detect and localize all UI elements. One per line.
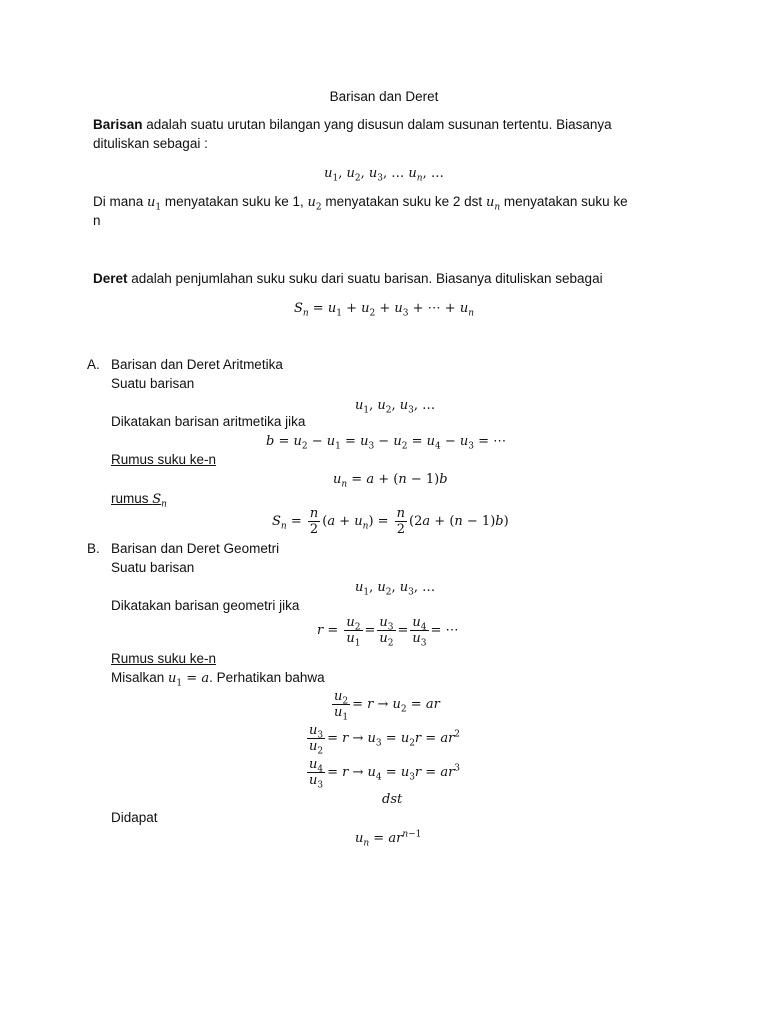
math-un: $u_n$ <box>485 195 501 213</box>
fraction-u2-u1: $\frac{u_2}{u_1}$ <box>334 689 349 723</box>
section-b-rumus-suku: Rumus suku ke-n <box>111 651 217 666</box>
section-a-rumus-suku: Rumus suku ke-n <box>111 452 217 467</box>
barisan-definition-line2: dituliskan sebagai : <box>93 136 208 151</box>
equation-a-un: $u_n = a + (n - 1)b$ <box>333 472 448 490</box>
fraction-u4-u3: $\frac{u_4}{u_3}$ <box>412 615 427 649</box>
section-a-marker: A. <box>87 357 100 372</box>
fraction-n-over-2: $\frac{n}{2}$ <box>396 506 406 537</box>
page-title: Barisan dan Deret <box>329 89 439 104</box>
section-a-rumus-sn <box>111 490 167 509</box>
deret-definition-text: adalah penjumlahan suku suku dari suatu barisan. Biasanya dituliskan sebagai <box>127 271 603 286</box>
dimana-explanation-line2: n <box>93 213 101 228</box>
equation-sequence: $u_1$, $u_2$, $u_3$, … $u_n$, … <box>324 166 444 184</box>
equation-u2: $\frac{u_2}{u_1}$ = $r \to u_2$ = ar <box>334 689 440 723</box>
fraction-n-over-2: $\frac{n}{2}$ <box>309 506 319 537</box>
dimana-text-3: menyatakan suku ke 2 dst <box>321 194 486 209</box>
math-dst: dst <box>382 792 403 807</box>
section-b-dikatakan: Dikatakan barisan geometri jika <box>111 598 300 613</box>
equation-a-sn: $S_n$ = $\frac{n}{2}$ $(a + u_n)$ = $\frac{n}{2}$ (2a + (n − 1)b) <box>272 506 509 537</box>
equation-b-un: $u_n = ar^{n-1}$ <box>355 829 422 849</box>
math-u1: $u_1$ <box>147 195 162 213</box>
fraction-u2-u1: $\frac{u_2}{u_1}$ <box>346 615 361 649</box>
section-b-marker: B. <box>87 541 100 556</box>
math-sn: $S_n$ <box>152 492 167 510</box>
dimana-text-2: menyatakan suku ke 1, <box>161 194 308 209</box>
dimana-text-1: Di mana <box>93 194 148 209</box>
dimana-explanation <box>93 193 628 212</box>
equation-beda: $b = u_2 - u_1 = u_3 - u_2 = u_4 - u_3$ = ⋯ <box>266 434 507 452</box>
equation-u4: $\frac{u_4}{u_3}$ = $r \to u_4 = u_3r = ar^3$ <box>309 757 461 791</box>
fraction-u3-u2: $\frac{u_3}{u_2}$ <box>309 723 324 757</box>
misalkan-text-1: Misalkan <box>111 670 169 685</box>
misalkan-text-2: . Perhatikan bahwa <box>209 670 325 685</box>
section-a-heading: Barisan dan Deret Aritmetika <box>111 357 283 372</box>
barisan-definition <box>93 116 612 134</box>
deret-definition <box>93 270 603 288</box>
equation-b-sequence: $u_1$, $u_2$, $u_3$, … <box>355 580 436 598</box>
dimana-text-4: menyatakan suku ke <box>500 194 628 209</box>
section-b-heading: Barisan dan Deret Geometri <box>111 541 280 556</box>
section-b-misalkan <box>111 669 325 688</box>
equation-u3: $\frac{u_3}{u_2}$ = $r \to u_3 = u_2r = ar^2$ <box>309 723 461 757</box>
math-u1-eq-a: $u_1 = a$ <box>168 671 210 689</box>
fraction-u4-u3: $\frac{u_4}{u_3}$ <box>309 757 324 791</box>
math-u2: $u_2$ <box>307 195 322 213</box>
deret-term: Deret <box>93 271 128 286</box>
equation-rasio: r = $\frac{u_2}{u_1}$ = $\frac{u_3}{u_2}$ = $\frac{u_4}{u_3}$ = ⋯ <box>317 615 459 649</box>
equation-sn-sum: $S_n = u_1 + u_2 + u_3$ + ⋯ + $u_n$ <box>293 301 475 319</box>
section-b-suatu-barisan: Suatu barisan <box>111 560 195 575</box>
barisan-definition-text: adalah suatu urutan bilangan yang disusun dalam susunan tertentu. Biasanya <box>142 117 612 132</box>
fraction-u3-u2: $\frac{u_3}{u_2}$ <box>379 615 394 649</box>
section-a-dikatakan: Dikatakan barisan aritmetika jika <box>111 414 306 429</box>
section-a-suatu-barisan: Suatu barisan <box>111 376 195 391</box>
rumus-sn-label: rumus <box>111 491 153 506</box>
section-b-didapat: Didapat <box>111 810 158 825</box>
barisan-term: Barisan <box>93 117 143 132</box>
equation-a-sequence: $u_1$, $u_2$, $u_3$, … <box>355 398 436 416</box>
